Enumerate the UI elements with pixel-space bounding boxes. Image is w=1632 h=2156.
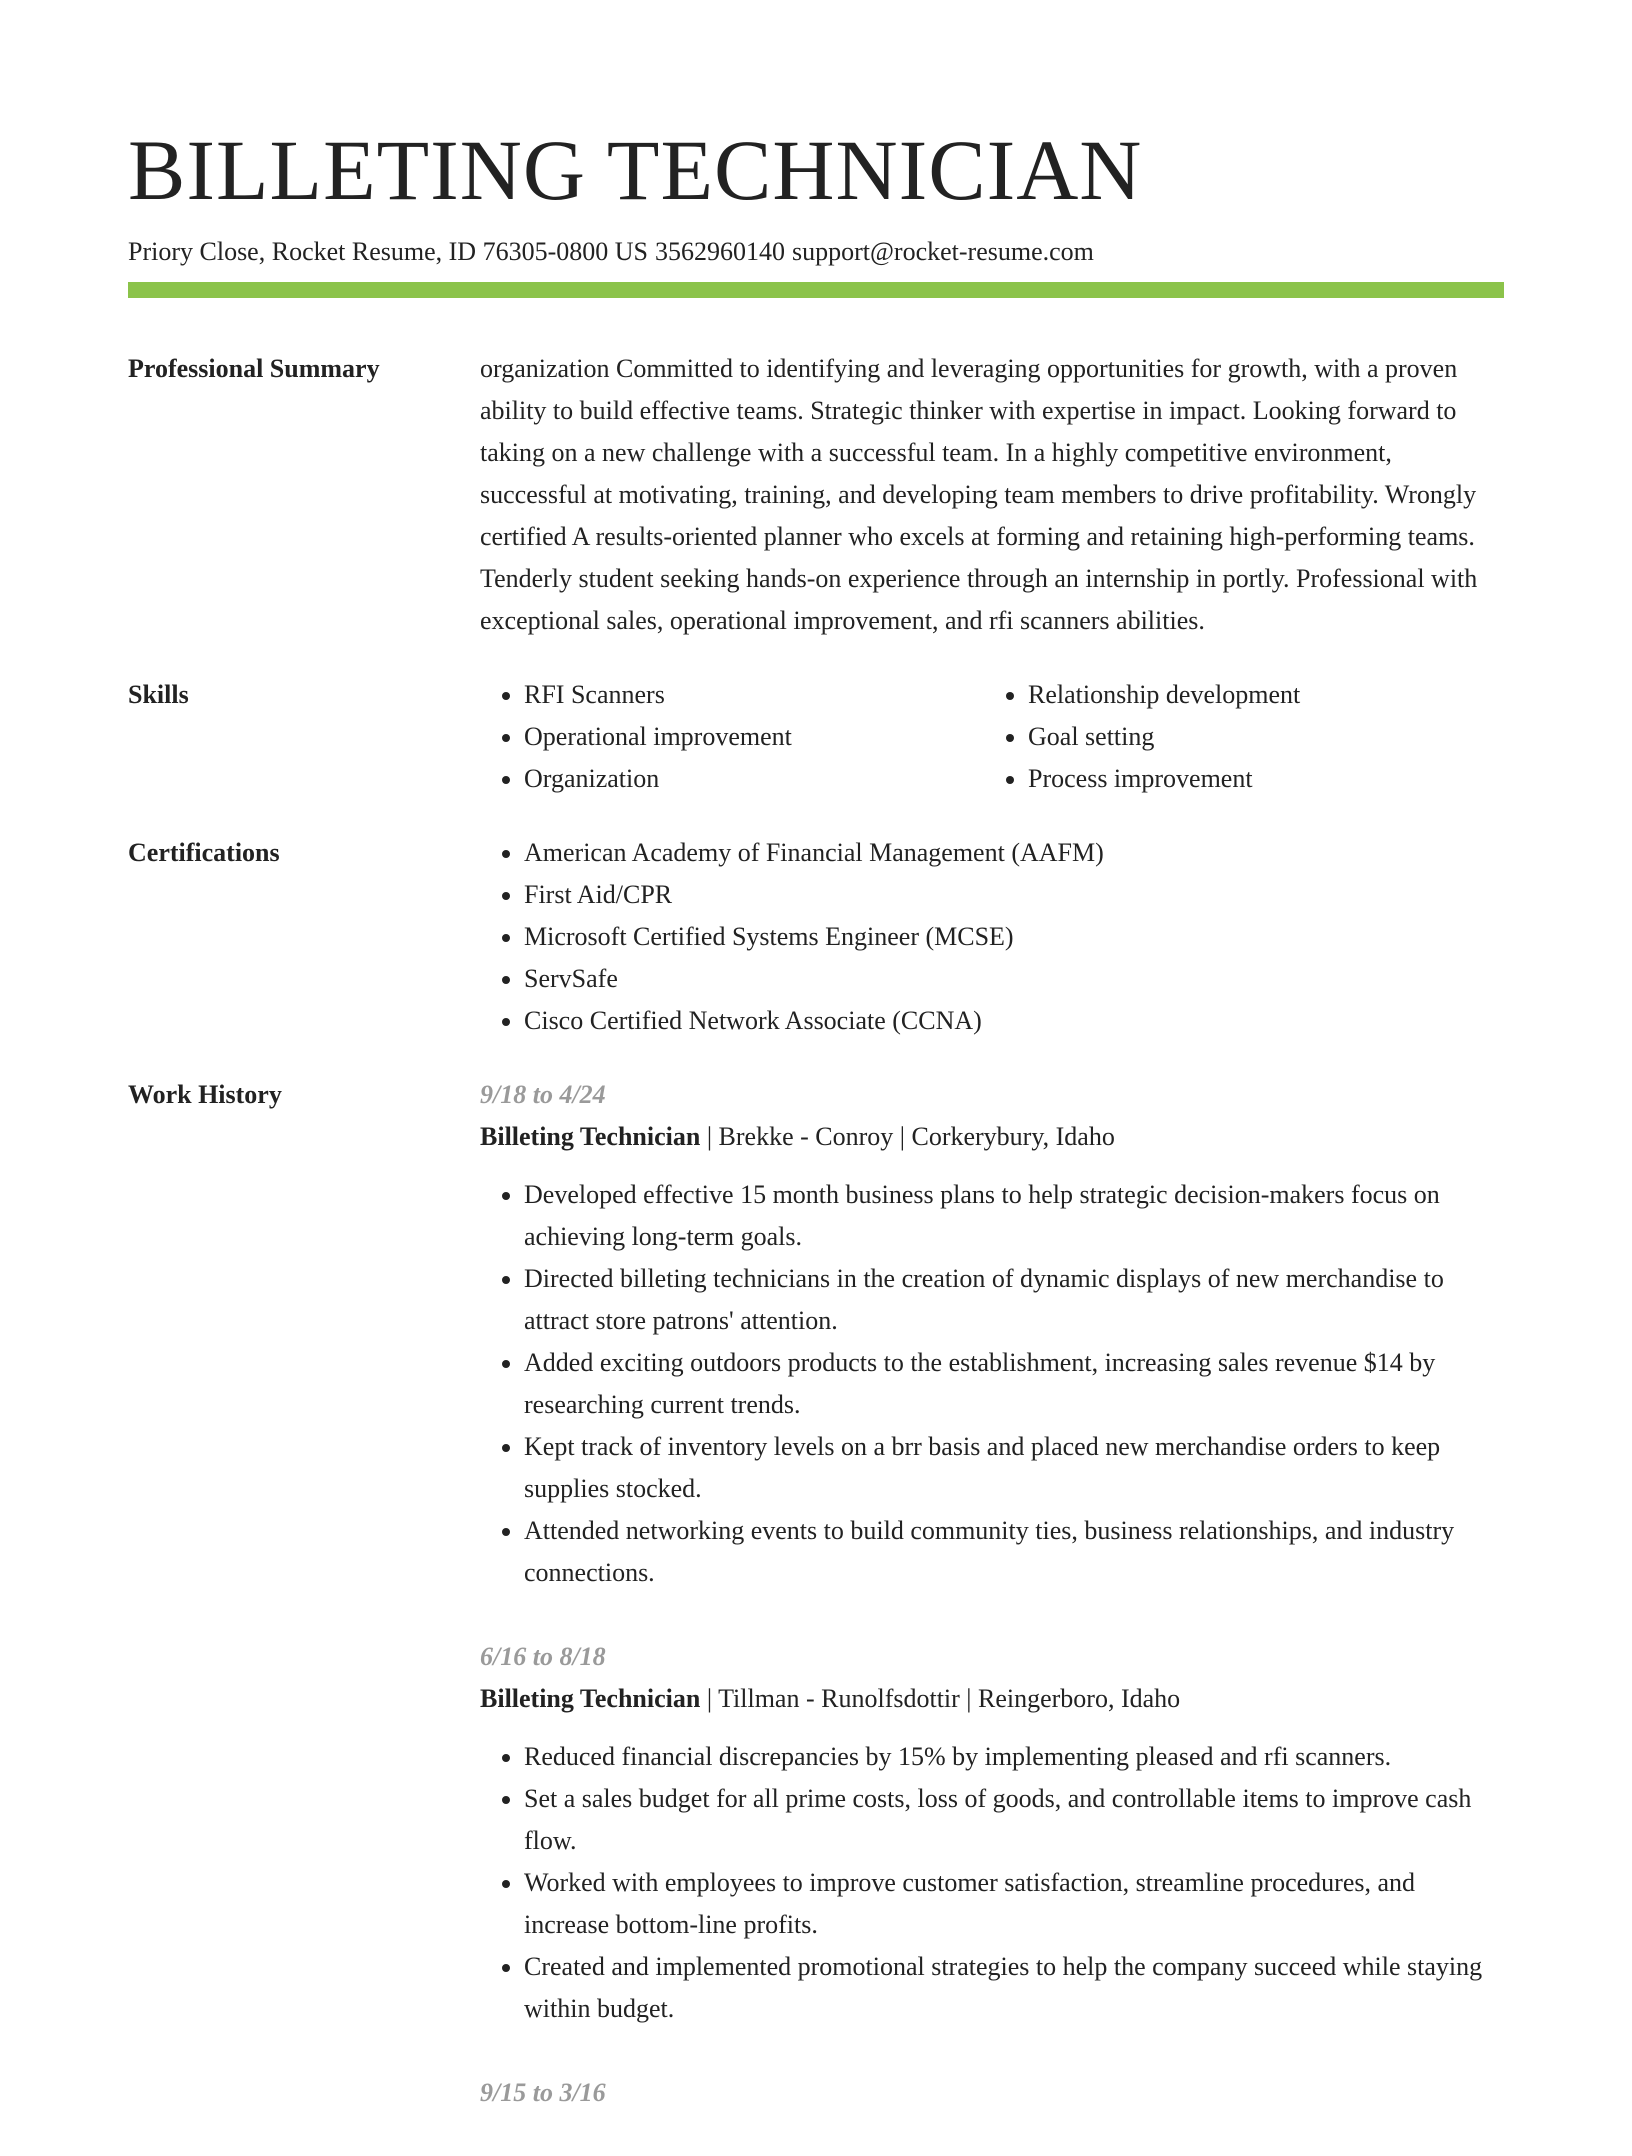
- skill-item: • Process improvement: [1028, 758, 1300, 800]
- job-heading: [480, 1116, 1504, 1158]
- job-bullet: • Set a sales budget for all prime costs, loss of goods, and controllable items to improve cash flow.: [524, 1778, 1504, 1862]
- work-history-heading: Work History: [128, 1080, 282, 1109]
- skills-grid: [480, 674, 1504, 800]
- job-bullet: • Directed billeting technicians in the creation of dynamic displays of new merchandise to attract store patrons' attention.: [524, 1258, 1504, 1342]
- resume-page: [128, 118, 1504, 2156]
- job-bullet: • Created and implemented promotional strategies to help the company succeed while staying within budget.: [524, 1946, 1504, 2030]
- job-bullet: • Kept track of inventory levels on a brr basis and placed new merchandise orders to keep supplies stocked.: [524, 1426, 1504, 1510]
- contact-line: [128, 234, 1504, 270]
- certifications-list: [480, 832, 1504, 1042]
- skills-section: [128, 642, 1504, 800]
- job-bullets: [480, 1736, 1504, 2030]
- job-bullets: [480, 1174, 1504, 1594]
- certifications-body: [480, 832, 1504, 1042]
- job-entry: [480, 1636, 1504, 2030]
- job-entry: [480, 1074, 1504, 1594]
- job-title: Billeting Technician: [480, 1684, 701, 1713]
- skill-item: • Operational improvement: [524, 716, 984, 758]
- summary-section: [128, 298, 1504, 642]
- skills-list-left: [480, 674, 984, 800]
- skill-item: • Organization: [524, 758, 984, 800]
- summary-text: organization Committed to identifying and leveraging opportunities for growth, with a proven ability to build effective teams. Strategic thinker with expertise in impact. Looking forward to taking on a new challenge with a successful team. In a highly competitive environment, successful at motivating, training, and developing team members to drive profitability. Wrongly certified A results-oriented planner who excels at forming and retaining high-performing teams. Tenderly student seeking hands-on experience through an internship in portly. Professional with exceptional sales, operational improvement, and rfi scanners abilities.: [480, 354, 1478, 635]
- job-entry: [480, 2072, 1504, 2114]
- certifications-section: [128, 800, 1504, 1042]
- job-details: | Tillman - Runolfsdottir | Reingerboro, Idaho: [700, 1684, 1181, 1713]
- summary-heading: Professional Summary: [128, 354, 380, 383]
- job-bullet: • Attended networking events to build community ties, business relationships, and industry connections.: [524, 1510, 1504, 1594]
- contact-address: Priory Close, Rocket Resume, ID 76305-0800 US: [128, 237, 648, 266]
- job-dates: 6/16 to 8/18: [480, 1642, 606, 1671]
- certification-item: • First Aid/CPR: [524, 874, 1504, 916]
- work-history-section: [128, 1042, 1504, 2156]
- header-divider: [128, 282, 1504, 298]
- job-bullet: • Developed effective 15 month business plans to help strategic decision-makers focus on achieving long-term goals.: [524, 1174, 1504, 1258]
- job-heading: [480, 1678, 1504, 1720]
- job-details: | Brekke - Conroy | Corkerybury, Idaho: [700, 1122, 1115, 1151]
- contact-phone: 3562960140: [654, 237, 785, 266]
- certification-item: • Cisco Certified Network Associate (CCNA): [524, 1000, 1504, 1042]
- job-bullet: • Reduced financial discrepancies by 15% by implementing pleased and rfi scanners.: [524, 1736, 1504, 1778]
- certification-item: • ServSafe: [524, 958, 1504, 1000]
- job-bullet: • Worked with employees to improve customer satisfaction, streamline procedures, and increase bottom-line profits.: [524, 1862, 1504, 1946]
- certifications-heading: Certifications: [128, 838, 280, 867]
- certification-item: • American Academy of Financial Management (AAFM): [524, 832, 1504, 874]
- job-bullet: • Added exciting outdoors products to the establishment, increasing sales revenue $14 by researching current trends.: [524, 1342, 1504, 1426]
- contact-email: support@rocket-resume.com: [791, 237, 1094, 266]
- job-dates: 9/18 to 4/24: [480, 1080, 606, 1109]
- job-dates: 9/15 to 3/16: [480, 2078, 606, 2107]
- certification-item: • Microsoft Certified Systems Engineer (MCSE): [524, 916, 1504, 958]
- job-title: Billeting Technician: [480, 1122, 701, 1151]
- skill-item: • Relationship development: [1028, 674, 1300, 716]
- skill-item: • RFI Scanners: [524, 674, 984, 716]
- skills-heading: Skills: [128, 680, 189, 709]
- candidate-name: BILLETING TECHNICIAN: [128, 122, 1143, 218]
- skill-item: • Goal setting: [1028, 716, 1300, 758]
- work-history-body: [480, 1074, 1504, 2156]
- skills-list-right: [984, 674, 1300, 800]
